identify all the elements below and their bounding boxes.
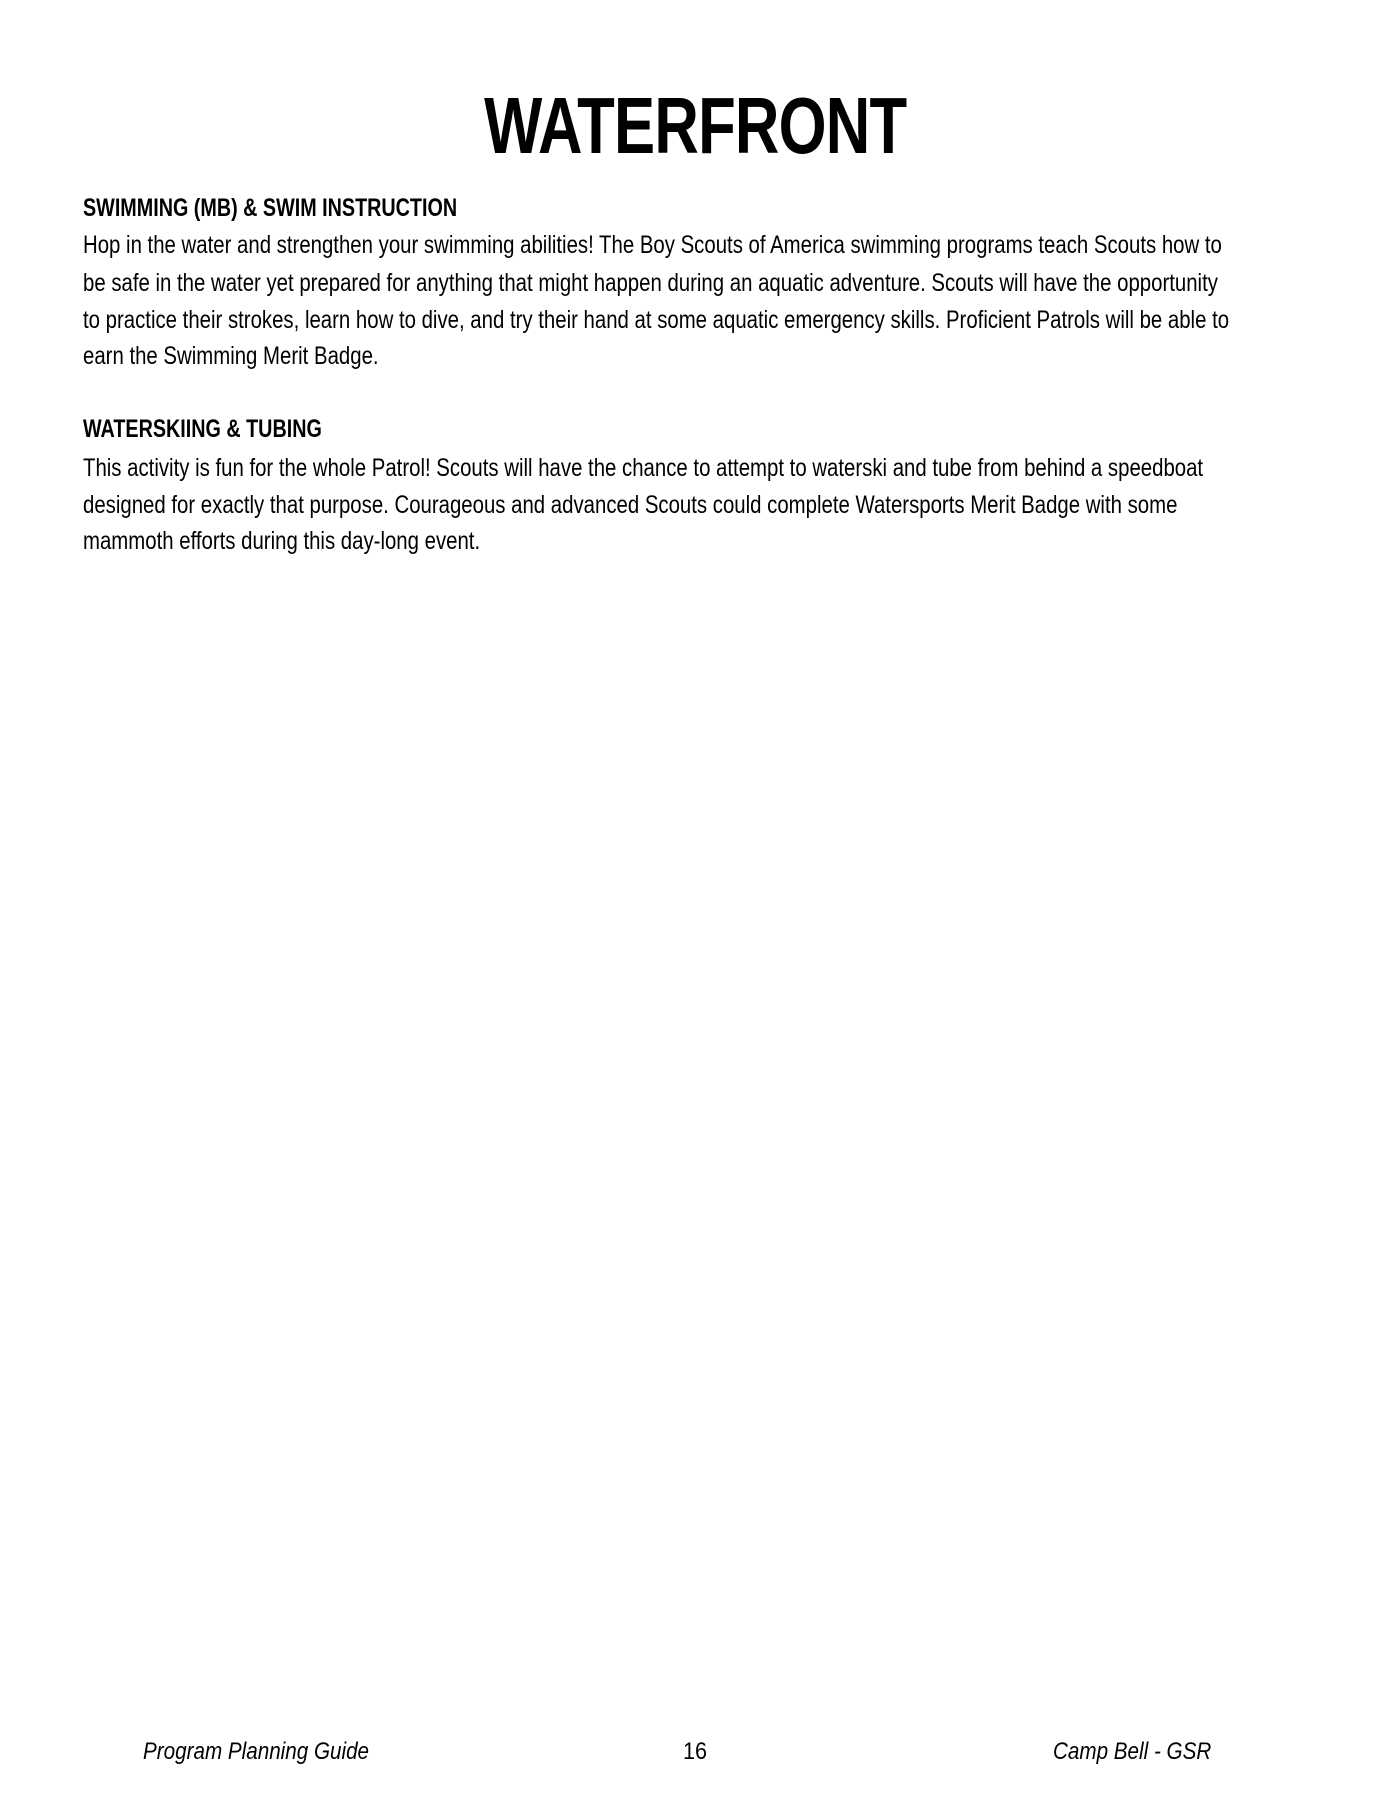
footer-document-title: Program Planning Guide — [143, 1738, 370, 1765]
footer-organization: Camp Bell - GSR — [1053, 1738, 1212, 1765]
paragraph-line: mammoth efforts during this day-long event. — [83, 527, 481, 555]
section-heading-swimming: SWIMMING (MB) & SWIM INSTRUCTION — [83, 194, 458, 222]
section-heading-waterskiing: WATERSKIING & TUBING — [83, 415, 322, 443]
paragraph-line: This activity is fun for the whole Patrol! Scouts will have the chance to attempt to waterski and tube from behind a speedboat — [83, 454, 1204, 482]
paragraph-line: earn the Swimming Merit Badge. — [83, 342, 379, 370]
paragraph-line: designed for exactly that purpose. Courageous and advanced Scouts could complete Watersports Merit Badge with some — [83, 491, 1178, 519]
page-title-container — [0, 81, 1391, 170]
paragraph-line: Hop in the water and strengthen your swimming abilities! The Boy Scouts of America swimming programs teach Scouts how to — [83, 231, 1222, 259]
page-title: WATERFRONT — [484, 81, 907, 170]
paragraph-line: to practice their strokes, learn how to dive, and try their hand at some aquatic emergency skills. Proficient Patrols will be able to — [83, 306, 1230, 334]
footer-page-number: 16 — [683, 1738, 708, 1765]
paragraph-line: be safe in the water yet prepared for anything that might happen during an aquatic adventure. Scouts will have the opportunity — [83, 269, 1218, 297]
